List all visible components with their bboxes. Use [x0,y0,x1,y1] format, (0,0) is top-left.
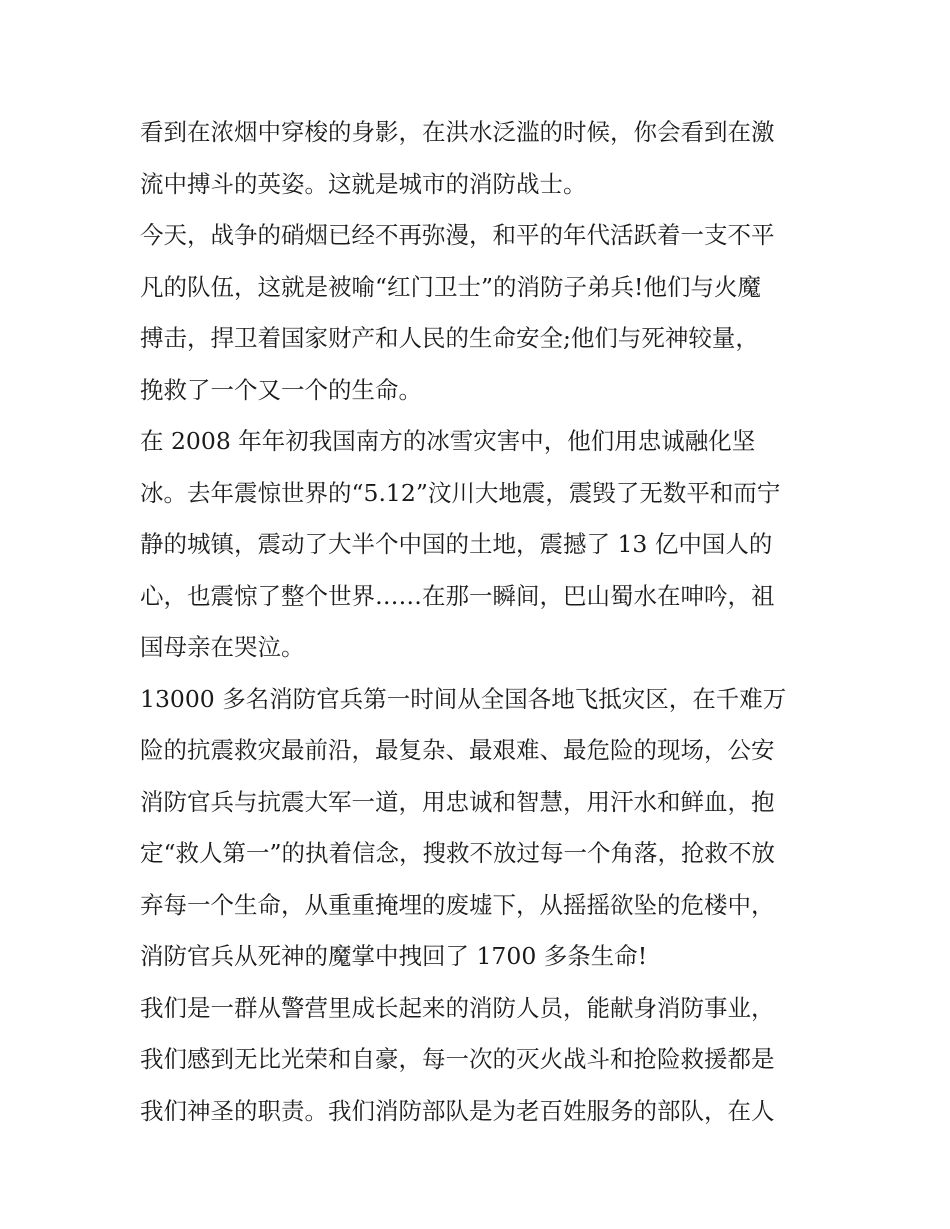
text-line: 冰。去年震惊世界的“5.12”汶川大地震，震毁了无数平和而宁 [140,478,781,507]
text-line: 心，也震惊了整个世界……在那一瞬间，巴山蜀水在呻吟，祖 [140,581,775,610]
text-line: 我们感到无比光荣和自豪，每一次的灭火战斗和抢险救援都是 [140,1045,775,1073]
text-line: 消防官兵与抗震大军一道，用忠诚和智慧，用汗水和鲜血，抱 [140,787,775,816]
text-line: 挽救了一个又一个的生命。 [140,375,422,404]
text-line: 国母亲在哭泣。 [140,633,305,661]
text-line: 今天，战争的硝烟已经不再弥漫，和平的年代活跃着一支不平 [140,221,775,249]
text-line: 在 2008 年年初我国南方的冰雪灾害中，他们用忠诚融化坚 [140,427,756,455]
text-line: 我们神圣的职责。我们消防部队是为老百姓服务的部队，在人 [140,1096,775,1125]
text-line: 看到在浓烟中穿梭的身影，在洪水泛滥的时候，你会看到在激 [140,118,775,146]
body-text [140,107,820,1137]
text-line: 消防官兵从死神的魔掌中拽回了 1700 多条生命! [140,942,648,970]
text-line: 弃每一个生命，从重重掩埋的废墟下，从摇摇欲坠的危楼中， [140,890,775,919]
text-line: 流中搏斗的英姿。这就是城市的消防战士。 [140,169,587,198]
text-line: 我们是一群从警营里成长起来的消防人员，能献身消防事业， [140,993,775,1022]
text-line: 13000 多名消防官兵第一时间从全国各地飞抵灾区，在千难万 [140,684,787,713]
text-line: 搏击，捍卫着国家财产和人民的生命安全;他们与死神较量， [140,324,759,352]
text-line: 定“救人第一”的执着信念，搜救不放过每一个角落，抢救不放 [140,839,776,867]
text-line: 凡的队伍，这就是被喻“红门卫士”的消防子弟兵!他们与火魔 [140,272,761,301]
text-line: 险的抗震救灾最前沿，最复杂、最艰难、最危险的现场，公安 [140,736,775,764]
text-line: 静的城镇，震动了大半个中国的土地，震撼了 13 亿中国人的 [140,530,773,558]
